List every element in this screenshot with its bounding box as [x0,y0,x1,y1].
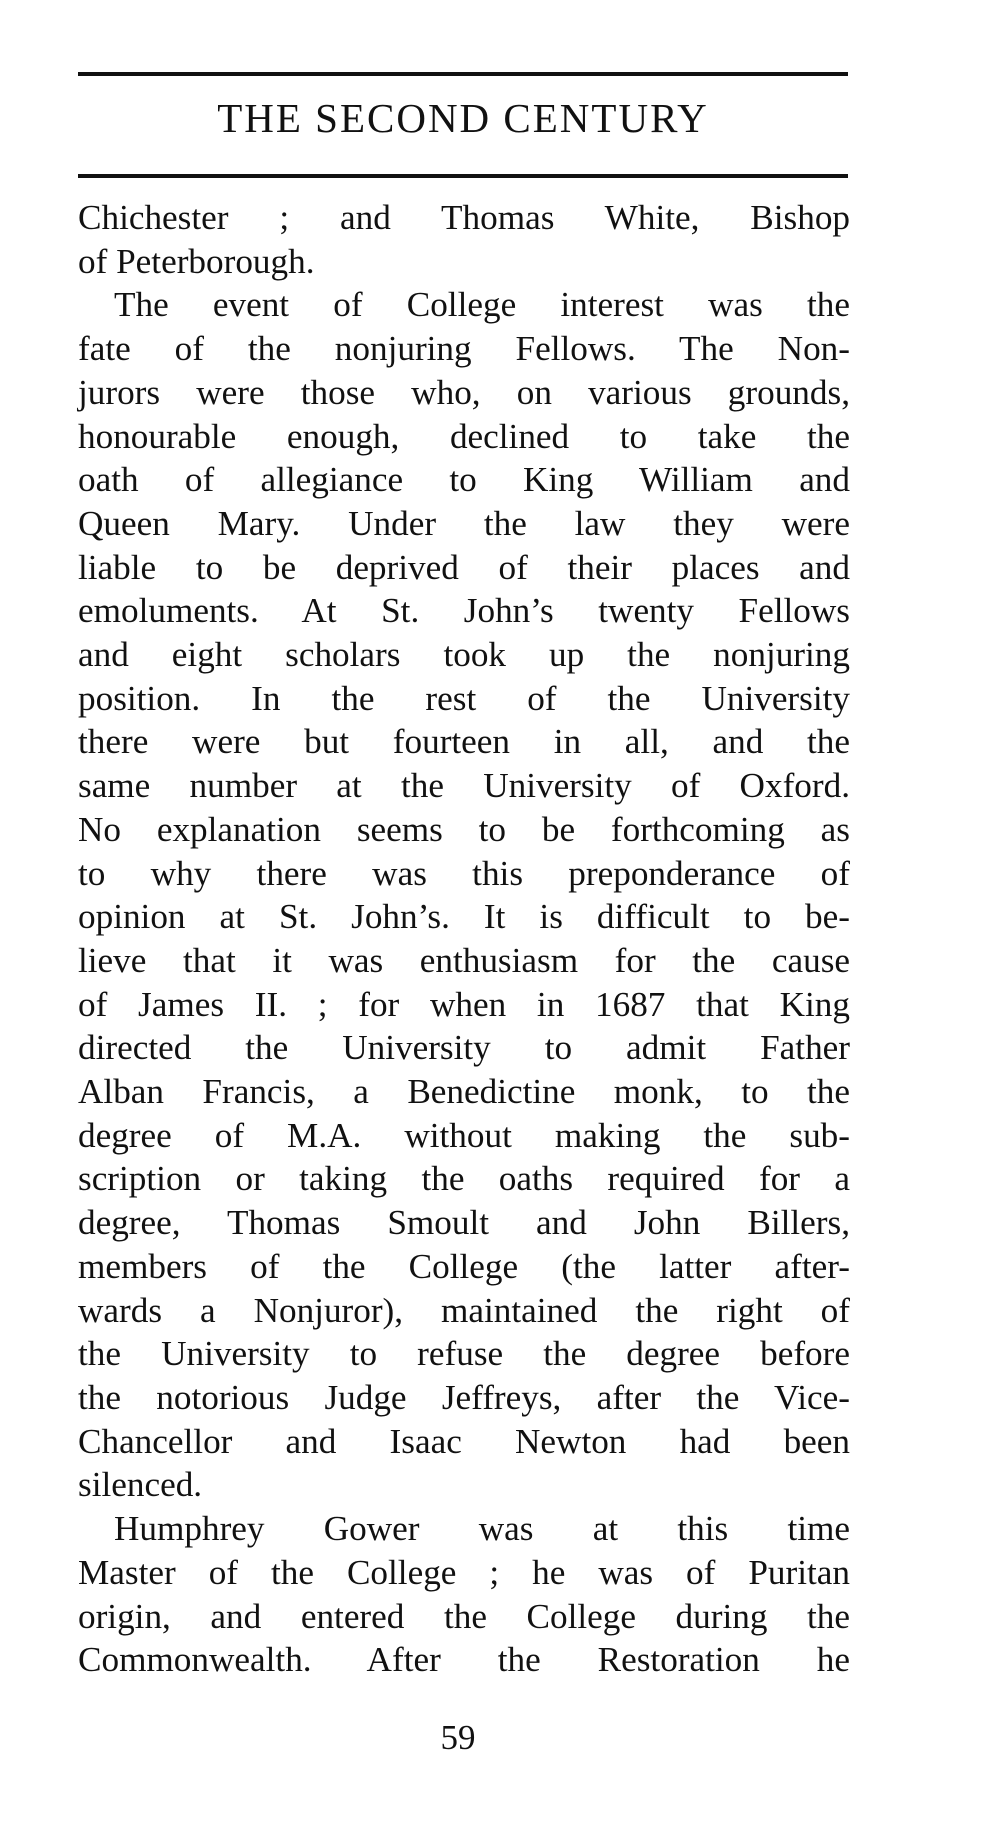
text-line: silenced. [78,1465,203,1505]
running-head: THE SECOND CENTURY [217,95,709,141]
header-rule-top [78,72,848,76]
text-line: Chancellor and Isaac Newton had been [78,1421,850,1461]
page-number: 59 [440,1718,476,1757]
text-line: Alban Francis, a Benedictine monk, to the [78,1072,850,1112]
text-line: Chichester ; and Thomas White, Bishop [78,198,850,237]
text-line: the notorious Judge Jeffreys, after the Vice- [78,1377,850,1417]
text-line: lieve that it was enthusiasm for the cause [78,940,850,980]
text-line: fate of the nonjuring Fellows. The Non- [78,329,850,369]
text-line: there were but fourteen in all, and the [78,722,850,762]
text-line: opinion at St. John’s. It is difficult to be- [78,897,850,937]
text-line: members of the College (the latter after- [78,1246,850,1286]
text-line: liable to be deprived of their places and [78,547,850,587]
text-line: Commonwealth. After the Restoration he [78,1640,850,1680]
body-text [78,196,850,1682]
text-line: to why there was this preponderance of [78,853,850,893]
text-line: No explanation seems to be forthcoming as [78,809,850,849]
text-line: emoluments. At St. John’s twenty Fellows [78,591,850,631]
text-line: position. In the rest of the University [78,678,850,718]
text-line: honourable enough, declined to take the [78,416,850,456]
text-line: scription or taking the oaths required for a [78,1159,850,1199]
text-line: Queen Mary. Under the law they were [78,503,850,543]
text-line: origin, and entered the College during the [78,1596,850,1636]
text-line: same number at the University of Oxford. [78,766,850,806]
text-line: Humphrey Gower was at this time [114,1509,850,1549]
text-line: wards a Nonjuror), maintained the right of [78,1290,850,1330]
text-line: the University to refuse the degree before [78,1334,850,1374]
text-line: degree, Thomas Smoult and John Billers, [78,1203,850,1243]
text-line: The event of College interest was the [114,285,850,325]
text-line: of James II. ; for when in 1687 that King [78,984,850,1024]
text-line: and eight scholars took up the nonjuring [78,635,850,675]
header-rule-bottom [78,174,848,178]
text-line: directed the University to admit Father [78,1028,850,1068]
text-line: degree of M.A. without making the sub- [78,1115,850,1155]
text-line: oath of allegiance to King William and [78,460,850,500]
text-line: jurors were those who, on various grounds, [78,372,850,412]
text-line: Master of the College ; he was of Puritan [78,1552,850,1592]
text-line: of Peterborough. [78,241,315,281]
